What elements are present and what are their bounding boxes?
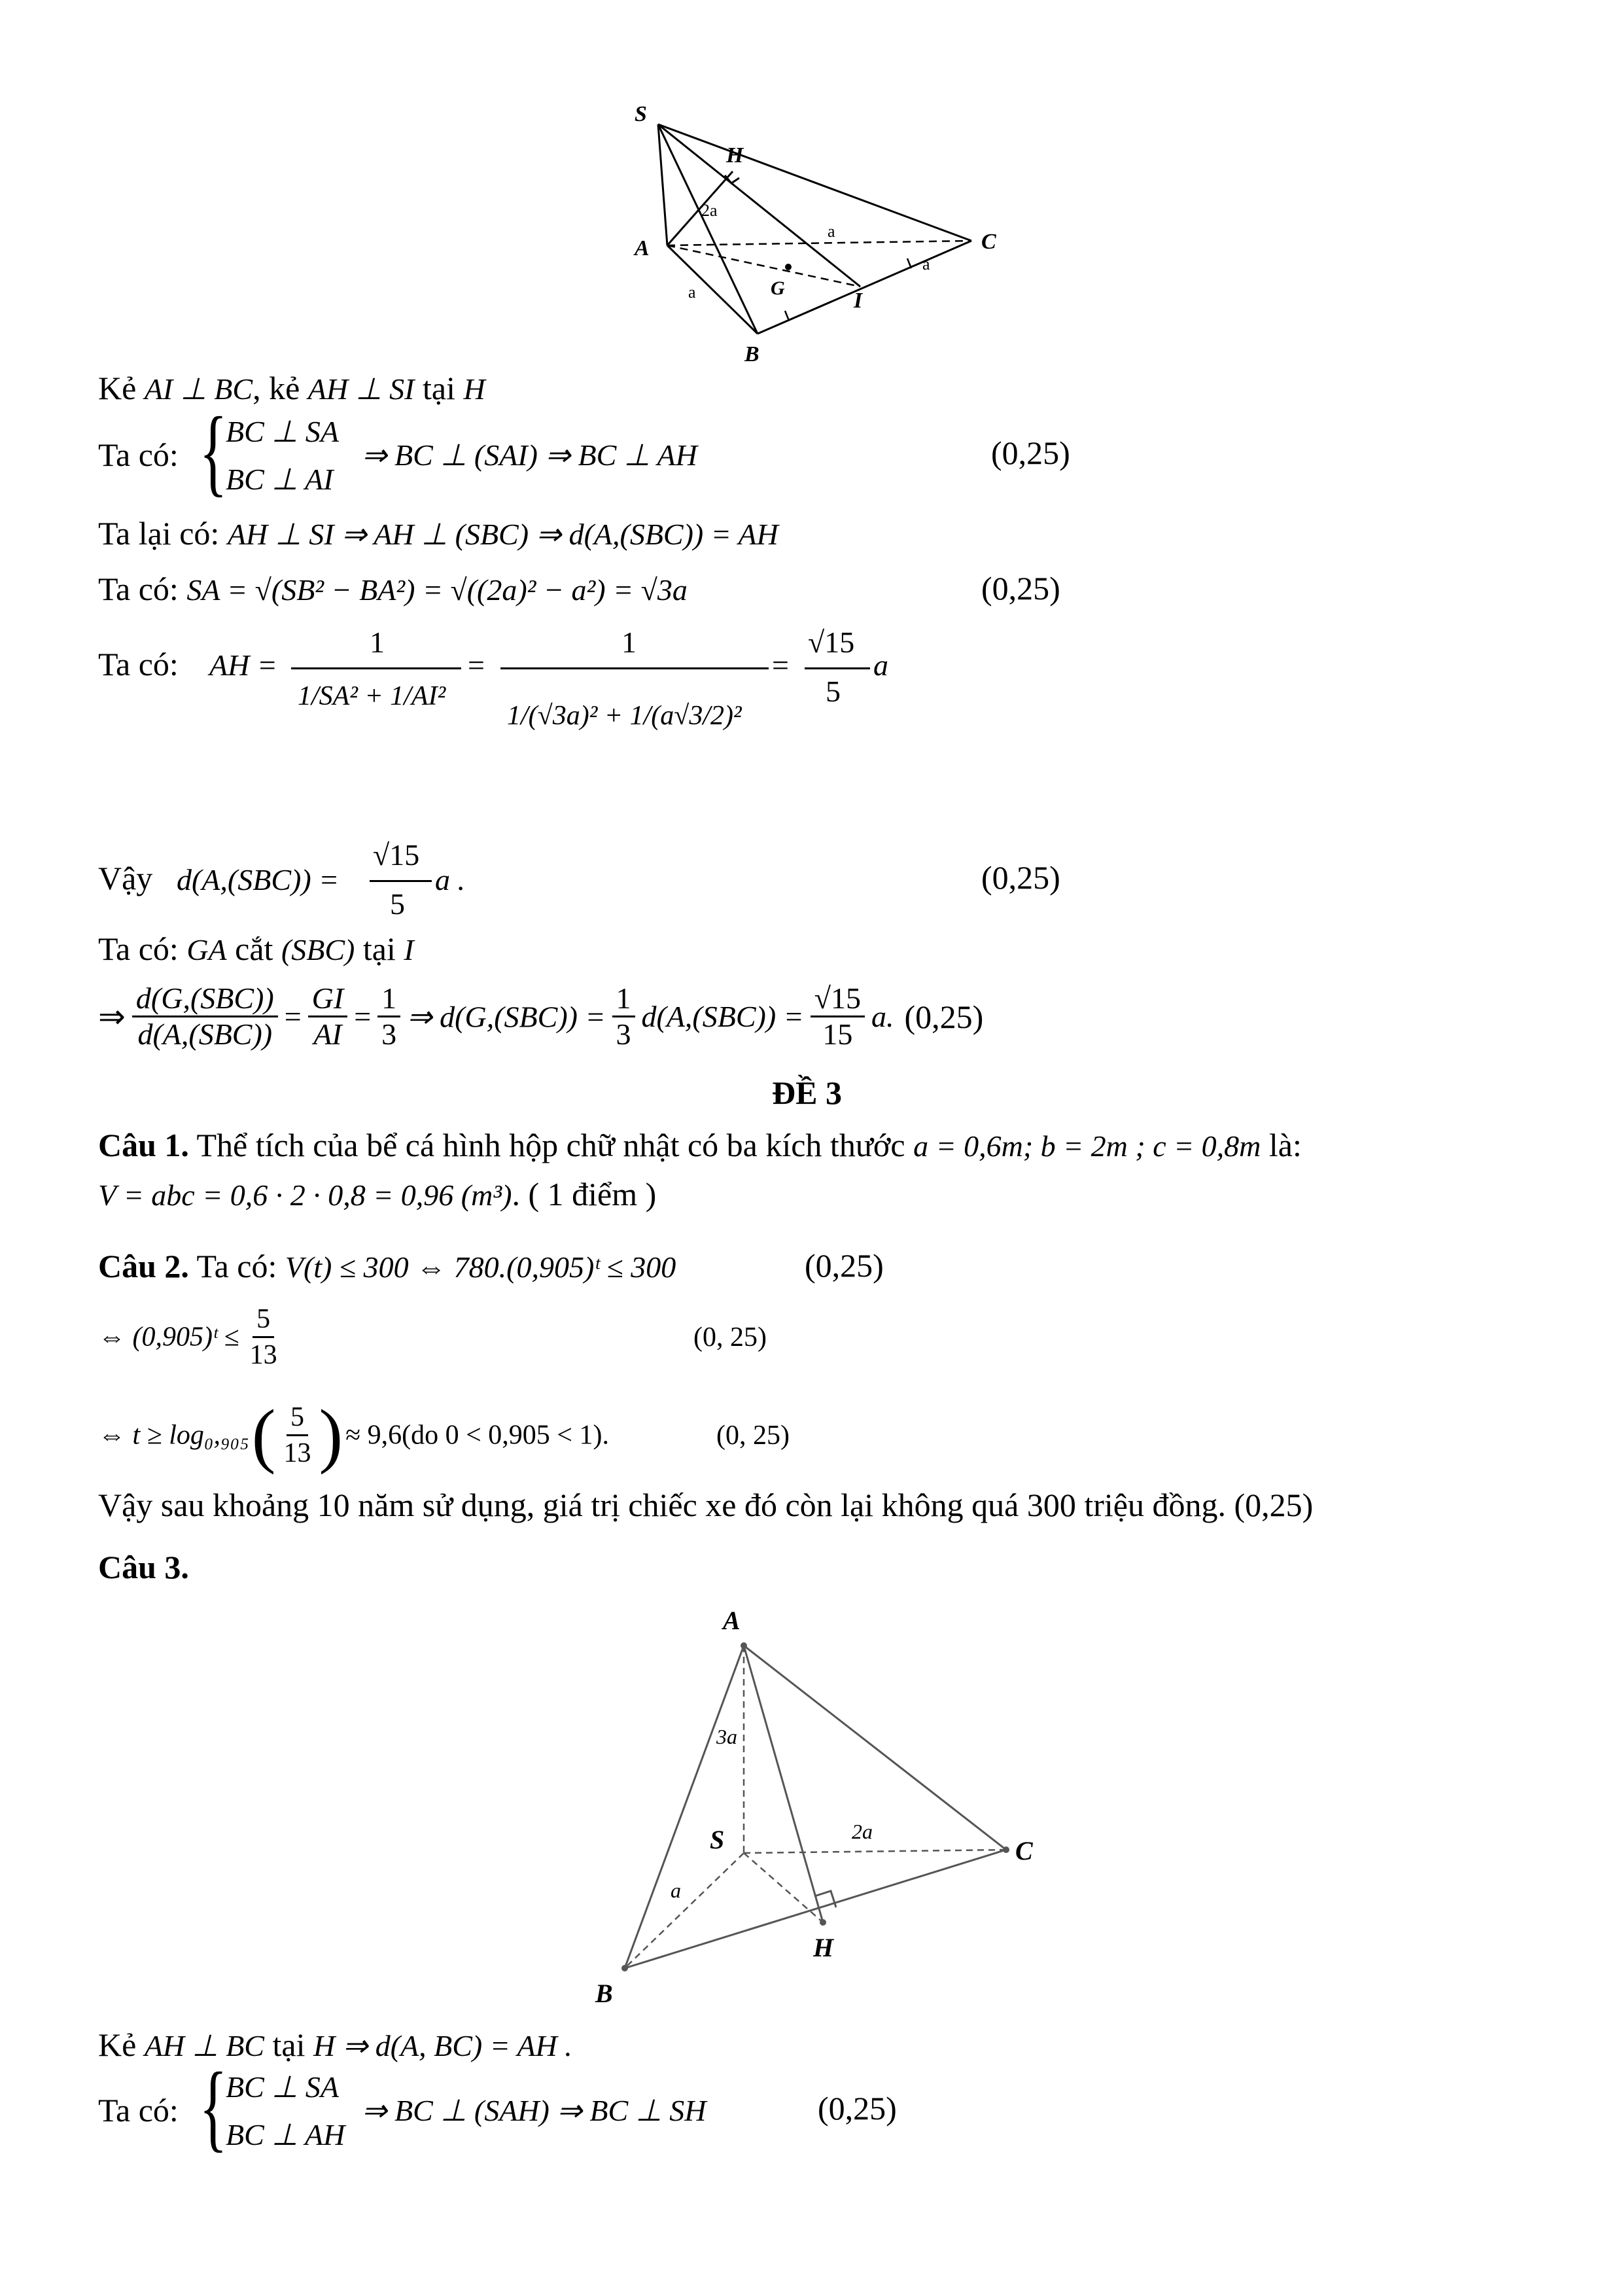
frac3-den: 5 xyxy=(826,675,841,708)
fig2-edge-a: a xyxy=(671,1879,681,1902)
fig1-label-b: B xyxy=(744,342,759,366)
fig1-label-g: G xyxy=(771,277,785,299)
ratio-frac-1-num: d(G,(SBC)) xyxy=(132,981,278,1017)
cau-2-step-2-frac xyxy=(246,1302,281,1372)
cau-2-score-3: (0, 25) xyxy=(716,1421,790,1451)
system1-row2: BC ⊥ AI xyxy=(226,463,334,496)
cau-2-step-3 xyxy=(98,1394,609,1477)
text-ke-3: Kẻ xyxy=(98,2026,137,2063)
cau-2-step-3-den: 13 xyxy=(283,1438,311,1468)
text-tai-3: tại xyxy=(272,2026,305,2063)
line-sa xyxy=(98,569,688,610)
cau-1-dims: a = 0,6m; b = 2m ; c = 0,8m xyxy=(913,1129,1261,1163)
cau-2-step-3-tail: ≈ 9,6(do 0 < 0,905 < 1). xyxy=(345,1420,609,1451)
cau-2-line xyxy=(98,1246,676,1287)
line-ta-co-system-2-prefix: Ta có: xyxy=(98,2092,179,2128)
line-ke-ai-bc xyxy=(98,368,485,409)
ratio-frac-5 xyxy=(811,981,865,1051)
score-1: (0,25) xyxy=(991,434,1070,471)
frac3-num: √15 xyxy=(808,626,855,659)
fig1-label-a: A xyxy=(635,236,650,260)
line-ratio xyxy=(98,981,983,1051)
ratio-frac-2-num: GI xyxy=(308,981,348,1017)
cau-2-step-2 xyxy=(98,1302,285,1372)
fig1-label-s: S xyxy=(635,102,647,126)
score-3: (0,25) xyxy=(981,859,1060,896)
ratio-frac-1 xyxy=(132,981,278,1051)
heading-de-3: ĐỀ 3 xyxy=(772,1074,842,1111)
fig2-label-s: S xyxy=(710,1825,725,1854)
ratio-frac-5-num: √15 xyxy=(811,981,865,1017)
math-ah-perp-si: AH ⊥ SI xyxy=(307,372,415,406)
brace-1: { xyxy=(199,397,228,506)
fig1-label-c: C xyxy=(981,230,996,254)
math-h: H xyxy=(463,372,485,406)
system2-row1: BC ⊥ SA xyxy=(226,2070,339,2104)
vay-frac-den: 5 xyxy=(390,887,405,921)
ratio-frac-4 xyxy=(612,981,635,1051)
cau-1-line xyxy=(98,1125,1302,1166)
score-2: (0,25) xyxy=(981,570,1060,607)
fig2-label-h: H xyxy=(813,1933,834,1962)
cau-2-expr: V(t) ≤ 300 ⇔ 780.(0,905)ᵗ ≤ 300 xyxy=(285,1250,676,1284)
score-5: (0,25) xyxy=(818,2090,897,2127)
ratio-frac-1-den: d(A,(SBC)) xyxy=(137,1017,273,1051)
frac3-bar xyxy=(805,667,870,669)
text-ke-2: , kẻ xyxy=(253,370,300,406)
brace-2: { xyxy=(199,2053,228,2161)
cau-2-conclusion: Vậy sau khoảng 10 năm sử dụng, giá trị chiếc xe đó còn lại không quá 300 triệu đồng. (0,25) xyxy=(98,1487,1314,1523)
cau-2-step-3-frac xyxy=(279,1400,315,1470)
vay-frac-num: √15 xyxy=(373,838,420,872)
text-tai: tại xyxy=(423,370,455,406)
cau-2-score-1: (0,25) xyxy=(805,1247,884,1284)
frac2-num: 1 xyxy=(621,626,637,659)
cau-1-end: là: xyxy=(1268,1127,1302,1163)
fig2-label-c: C xyxy=(1015,1836,1033,1865)
math-ah-perp-bc: AH ⊥ BC xyxy=(144,2029,264,2062)
frac2-den: 1/(√3a)² + 1/(a√3/2)² xyxy=(507,701,742,731)
paren-open: ( xyxy=(251,1395,276,1475)
line-ga-cat xyxy=(98,929,414,970)
cau-2-step-2-lhs: ⇔ (0,905)ᵗ ≤ xyxy=(98,1322,239,1352)
vay-tail: a . xyxy=(435,863,465,896)
fig2-edge-2a: 2a xyxy=(852,1820,873,1843)
system1-result: ⇒ BC ⊥ (SAI) ⇒ BC ⊥ AH xyxy=(362,438,697,472)
frac1-den: 1/SA² + 1/AI² xyxy=(298,681,446,711)
ratio-frac-4-num: 1 xyxy=(612,981,635,1017)
ratio-frac-3-num: 1 xyxy=(377,981,400,1017)
text-tai-2: tại xyxy=(362,930,396,967)
system2-result: ⇒ BC ⊥ (SAH) ⇒ BC ⊥ SH xyxy=(362,2094,707,2127)
cau-1-text: Thể tích của bể cá hình hộp chữ nhật có ba kích thước xyxy=(188,1127,905,1163)
ratio-eq-2: = xyxy=(354,1000,372,1033)
cau-3-label: Câu 3. xyxy=(98,1549,189,1585)
ratio-frac-2-den: AI xyxy=(313,1017,342,1051)
fig2-edge-3a: 3a xyxy=(716,1725,737,1748)
eq-2: = xyxy=(772,648,789,682)
ratio-frac-3 xyxy=(377,981,400,1051)
math-sa-value: SA = √(SB² − BA²) = √((2a)² − a²) = √3a xyxy=(186,573,688,607)
frac1-bar xyxy=(291,667,461,669)
cau-2-step-3-num: 5 xyxy=(287,1400,308,1436)
line-ta-co-system-1-prefix: Ta có: xyxy=(98,436,179,473)
fig1-edge-a-ic: a xyxy=(922,255,930,274)
cau-1-point: . ( 1 điểm ) xyxy=(512,1176,657,1212)
ratio-mid: ⇒ d(G,(SBC)) = xyxy=(407,1000,606,1034)
fig1-label-i: I xyxy=(854,289,863,313)
fig2-label-b: B xyxy=(595,1979,613,2008)
math-ai-perp-bc: AI ⊥ BC xyxy=(144,372,253,406)
fig1-edge-2a: 2a xyxy=(701,201,718,220)
paren-close: ) xyxy=(319,1395,343,1475)
text-ta-co-ga: Ta có: xyxy=(98,930,179,967)
arrow-implies: ⇒ xyxy=(98,998,126,1035)
cau-2-pre: Ta có: xyxy=(188,1248,277,1284)
frac1-num: 1 xyxy=(370,626,385,659)
cau-2-score-2: (0, 25) xyxy=(693,1322,767,1352)
cau-1-formula-line xyxy=(98,1174,656,1215)
system1-row1: BC ⊥ SA xyxy=(226,415,339,448)
math-ga: GA xyxy=(186,933,227,966)
ratio-frac-3-den: 3 xyxy=(381,1017,397,1051)
ratio-tail: a. xyxy=(871,1000,894,1033)
cau-1-formula: V = abc = 0,6 · 2 · 0,8 = 0,96 (m³) xyxy=(98,1178,512,1212)
text-ke: Kẻ xyxy=(98,370,137,406)
fig1-label-h: H xyxy=(726,143,744,168)
math-ah-perp-sbc: AH ⊥ SI ⇒ AH ⊥ (SBC) ⇒ d(A,(SBC)) = AH xyxy=(227,518,778,551)
ratio-frac-4-den: 3 xyxy=(616,1017,631,1051)
math-ah-eq: AH = xyxy=(209,648,277,682)
fig1-edge-a-ac: a xyxy=(828,222,835,241)
frac2-bar xyxy=(500,667,769,669)
cau-2-step-2-num: 5 xyxy=(253,1302,274,1338)
system2-row2: BC ⊥ AH xyxy=(226,2118,345,2151)
frac3-a: a xyxy=(873,648,888,682)
math-i: I xyxy=(404,933,414,966)
text-ta-co-sa: Ta có: xyxy=(98,571,179,607)
figure-tetrahedron-sabc-2 xyxy=(576,1590,1060,2009)
cau-2-label: Câu 2. xyxy=(98,1248,189,1284)
cau-1-label: Câu 1. xyxy=(98,1127,189,1163)
cau-2-step-3-lhs: ⇔ t ≥ log₀,₉₀₅ xyxy=(98,1420,249,1451)
ratio-mid-2: d(A,(SBC)) = xyxy=(641,1000,804,1033)
fig2-label-a: A xyxy=(723,1606,741,1635)
figure-pyramid-sabc-1 xyxy=(615,92,1021,380)
vay-frac-bar xyxy=(370,880,432,882)
fig1-edge-a-ab: a xyxy=(688,283,696,302)
ratio-eq-1: = xyxy=(284,1000,302,1033)
text-cat: cắt xyxy=(235,930,273,967)
ratio-frac-5-den: 15 xyxy=(822,1017,853,1051)
text-ta-lai-co: Ta lại có: xyxy=(98,515,220,552)
line-vay-prefix: Vậy xyxy=(98,860,153,896)
line-ta-lai-co xyxy=(98,514,778,554)
score-4: (0,25) xyxy=(904,998,984,1035)
cau-2-step-2-den: 13 xyxy=(249,1340,277,1370)
math-sbc: (SBC) xyxy=(281,933,355,966)
line-ke-ah-bc xyxy=(98,2025,572,2066)
line-ah-prefix: Ta có: xyxy=(98,646,179,682)
math-d-a-sbc: d(A,(SBC)) = xyxy=(177,863,340,896)
ratio-frac-2 xyxy=(308,981,348,1051)
eq-1: = xyxy=(468,648,485,682)
math-h-implies: H ⇒ d(A, BC) = AH . xyxy=(313,2029,572,2062)
